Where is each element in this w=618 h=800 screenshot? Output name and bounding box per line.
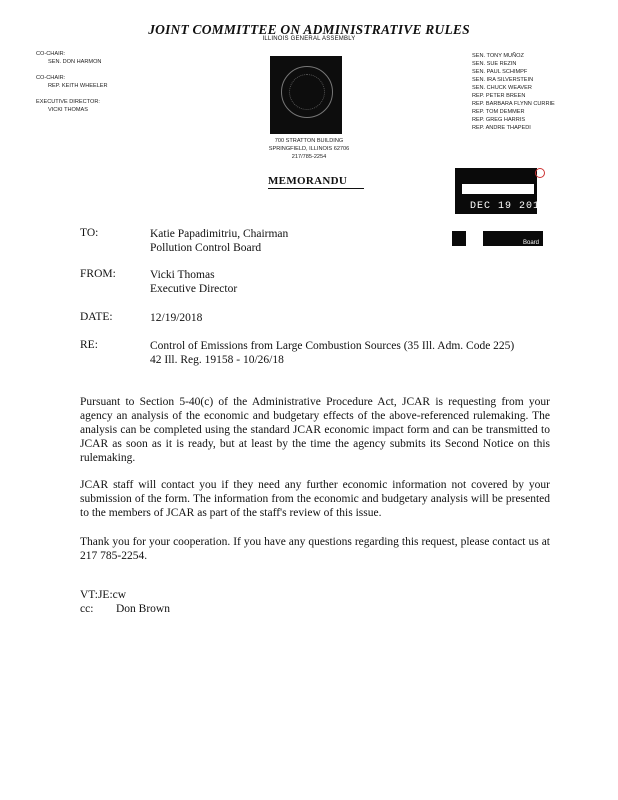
cochair2-name: REP. KEITH WHEELER	[48, 83, 108, 89]
member-name: SEN. CHUCK WEAVER	[472, 85, 532, 91]
re-line: Control of Emissions from Large Combustion Sources (35 Ill. Adm. Code 225)	[150, 340, 515, 352]
address-block	[0, 137, 618, 161]
from-line: Vicki Thomas	[150, 269, 215, 281]
memo-title: MEMORANDU	[268, 175, 364, 189]
cochair1-label: CO-CHAIR:	[36, 51, 66, 57]
from-value	[150, 268, 237, 296]
re-line: 42 Ill. Reg. 19158 - 10/26/18	[150, 354, 284, 366]
address-line: 217/785-2254	[291, 154, 327, 160]
re-value	[150, 339, 514, 367]
body-paragraph: JCAR staff will contact you if they need any further economic information not covered by your submission of the form. The information from the economic and budgetary analysis will be presented to the members of JCAR as part of the staff's review of this issue.	[80, 479, 550, 519]
officers-block	[36, 50, 108, 114]
to-value	[150, 227, 288, 255]
to-line: Pollution Control Board	[150, 242, 262, 254]
date-label: DATE:	[80, 311, 113, 323]
director-name: VICKI THOMAS	[48, 107, 88, 113]
member-name: SEN. PAUL SCHIMPF	[472, 69, 528, 75]
member-name: REP. GREG HARRIS	[472, 117, 526, 123]
cc-name: Don Brown	[116, 603, 170, 615]
re-label: RE:	[80, 339, 98, 351]
committee-subtitle: ILLINOIS GENERAL ASSEMBLY	[262, 36, 356, 42]
from-label: FROM:	[80, 268, 116, 280]
cc-label: cc:	[80, 603, 94, 615]
stamp-block	[452, 231, 466, 246]
members-block	[472, 52, 555, 132]
committee-title: JOINT COMMITTEE ON ADMINISTRATIVE RULES	[148, 22, 470, 37]
member-name: REP. TOM DEMMER	[472, 109, 525, 115]
seal-inner-ring-icon	[289, 74, 325, 110]
to-line: Katie Papadimitriu, Chairman	[150, 228, 289, 240]
director-label: EXECUTIVE DIRECTOR:	[36, 99, 100, 105]
to-label: TO:	[80, 227, 99, 239]
address-line: 700 STRATTON BUILDING	[274, 138, 344, 144]
stamp-date: DEC 19 2018	[470, 201, 548, 212]
member-name: REP. PETER BREEN	[472, 93, 526, 99]
stamp-board-text: Board	[523, 240, 540, 246]
member-name: REP. ANDRE THAPEDI	[472, 125, 531, 131]
cochair1-name: SEN. DON HARMON	[48, 59, 102, 65]
member-name: SEN. IRA SILVERSTEIN	[472, 77, 534, 83]
initials: VT:JE:cw	[80, 589, 127, 601]
date-value: 12/19/2018	[150, 312, 203, 324]
cochair2-label: CO-CHAIR:	[36, 75, 66, 81]
from-line: Executive Director	[150, 283, 238, 295]
member-name: SEN. TONY MUÑOZ	[472, 53, 524, 59]
stamp-circle-icon	[535, 168, 545, 178]
address-line: SPRINGFIELD, ILLINOIS 62706	[268, 146, 350, 152]
stamp-band	[462, 184, 534, 194]
member-name: SEN. SUE REZIN	[472, 61, 517, 67]
body-paragraph: Thank you for your cooperation. If you have any questions regarding this request, please contact us at 217 785-2254.	[80, 536, 550, 562]
body-paragraph: Pursuant to Section 5-40(c) of the Administrative Procedure Act, JCAR is requesting from your agency an analysis of the economic and budgetary effects of the above-referenced rulemaking. The analysis can be completed using the standard JCAR economic impact form and can be transmitted to JCAR as soon as it is ready, but at least by the time the agency submits its Second Notice on this rulemaking.	[80, 396, 550, 464]
member-name: REP. BARBARA FLYNN CURRIE	[472, 101, 555, 107]
